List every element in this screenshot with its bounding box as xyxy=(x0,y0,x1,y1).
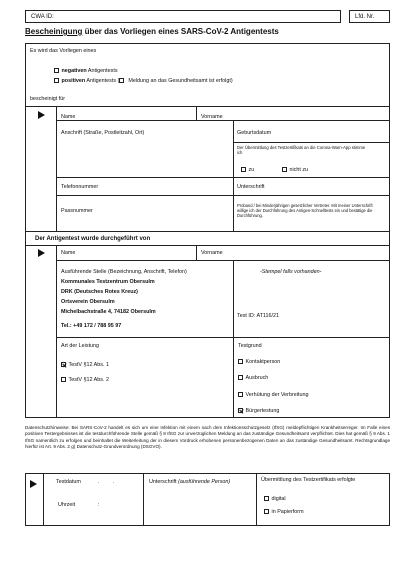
facility-label: Ausführende Stelle (Bezeichnung, Anschrift, Telefon) xyxy=(61,269,187,275)
time-label: Uhrzeit xyxy=(58,502,76,508)
reason-1-checkbox[interactable] xyxy=(238,359,243,364)
tester-vorname-label: Vorname xyxy=(201,250,223,256)
facility-line-4: Michelbachstraße 4, 74182 Obersulm xyxy=(61,309,156,315)
cwa-yes-label: zu xyxy=(248,167,255,173)
cwa-consent-text: Der Übermittlung des Testzertifikats an die Corona-Warn-App stimme ich xyxy=(237,145,366,155)
lfd-nr-label: Lfd. Nr. xyxy=(355,14,375,20)
privacy-text: Datenschutzhinweise: Bei SARS-CoV-2 handelt es sich um eine Infektion mit einem nach dem Infektionsschutzgesetz (IfSG) meldepflichtigen Krankheitserreger. Im Falle eines positiven Testergebnisses ist die testdurchführende Stelle gemäß § 8 IfSG zur unverzüglichen Meldung an das zuständige Gesundheitsamt verpflichtet. Dies hat gemäß § 9 Abs. 1 IfSG namentlich zu erfolgen und beinhaltet die Weiterleitung der in diesem Vordruck erhobenen personenbezogenen Daten an das zuständige Gesundheitsamt. Rechtsgrundlage hierfür ist Art. 9 Abs. 2 g) Datenschutz-Grundverordnung (DSGVO). xyxy=(25,425,390,450)
footer-signature[interactable] xyxy=(149,480,230,486)
guardian-note: Proband / bei Minderjährigen gesetzlicher Vertreter. Mit meiner Unterschrift willige ich der Durchführung des Antigen-Schnelltests ein und bestätige die Durchführung. xyxy=(237,203,373,219)
transmission-digital[interactable] xyxy=(264,496,286,503)
digital-label: digital xyxy=(271,496,286,502)
page-title-rest: über das Vorliegen eines SARS-CoV-2 Antigentests xyxy=(82,27,279,36)
reason-option-2[interactable] xyxy=(238,375,268,382)
service-2-label: TestV §12 Abs. 2 xyxy=(68,377,109,383)
test-date-value[interactable]: . . xyxy=(98,479,121,485)
option-negative[interactable] xyxy=(54,68,118,75)
service-option-1[interactable] xyxy=(61,362,109,369)
transmission-label: Übermittlung des Testzertifikats erfolgte xyxy=(261,477,356,483)
facility-line-3: Ortsverein Obersulm xyxy=(61,299,115,305)
option-positive-bold: positiven xyxy=(61,78,86,84)
footer-arrow-icon xyxy=(30,480,37,488)
reported-checkbox[interactable] xyxy=(119,78,124,83)
service-type-label: Art der Leistung xyxy=(61,343,100,349)
facility-line-5: Tel.: +49 172 / 788 95 97 xyxy=(61,323,122,329)
stamp-note: -Stempel falls vorhanden- xyxy=(260,269,322,275)
option-negative-rest: Antigentests xyxy=(86,68,118,74)
test-date-label: Testdatum xyxy=(56,479,81,485)
reason-3-checkbox[interactable] xyxy=(238,392,243,397)
cwa-id-field[interactable] xyxy=(25,10,341,23)
reason-label: Testgrund xyxy=(238,343,262,349)
reason-4-checkbox[interactable] xyxy=(238,408,243,413)
reason-2-label: Ausbruch xyxy=(245,375,269,381)
paper-label: in Papierform xyxy=(271,509,304,515)
test-id: Test ID: AT116/21 xyxy=(237,313,280,319)
birthdate-label: Geburtsdatum xyxy=(237,130,272,136)
signature-label: Unterschrift xyxy=(237,184,265,190)
cwa-no-label: nicht zu xyxy=(289,167,309,173)
option-positive-note: Meldung an das Gesundheitsamt ist erfolgt) xyxy=(126,78,233,84)
page-title-underlined: Bescheinigung xyxy=(25,27,83,36)
digital-checkbox[interactable] xyxy=(264,496,269,501)
reason-3-label: Verhütung der Verbreitung xyxy=(245,392,309,398)
cwa-yes-checkbox[interactable] xyxy=(241,167,246,172)
phone-label: Telefonnummer xyxy=(61,184,99,190)
cwa-consent-no[interactable] xyxy=(282,167,308,174)
paper-checkbox[interactable] xyxy=(264,509,269,514)
result-intro: Es wird das Vorliegen eines xyxy=(30,48,97,54)
certified-for-label: bescheinigt für xyxy=(30,96,66,102)
positive-checkbox[interactable] xyxy=(54,78,59,83)
service-option-2[interactable] xyxy=(61,377,109,384)
tester-arrow-icon xyxy=(38,249,45,257)
footer-signature-label: Unterschrift xyxy=(149,479,177,485)
service-1-checkbox[interactable] xyxy=(61,362,66,367)
person-vorname-label: Vorname xyxy=(201,114,223,120)
negative-checkbox[interactable] xyxy=(54,68,59,73)
reason-option-3[interactable] xyxy=(238,392,308,399)
option-positive[interactable] xyxy=(54,78,233,85)
address-label: Anschrift (Straße, Postleitzahl, Ort) xyxy=(61,130,145,136)
cwa-consent-yes[interactable] xyxy=(241,167,254,174)
reason-2-checkbox[interactable] xyxy=(238,375,243,380)
reason-option-4[interactable] xyxy=(238,408,279,415)
footer-signature-note: (ausführende Person) xyxy=(178,479,231,485)
person-name-label: Name xyxy=(61,114,76,120)
page-title xyxy=(25,28,279,37)
lfd-nr-field[interactable] xyxy=(349,10,390,23)
tester-name-label: Name xyxy=(61,250,76,256)
transmission-paper[interactable] xyxy=(264,509,304,516)
reason-1-label: Kontaktperson xyxy=(245,359,281,365)
reason-option-1[interactable] xyxy=(238,359,280,366)
option-negative-bold: negativen xyxy=(61,68,87,74)
cwa-id-label: CWA ID: xyxy=(31,14,54,20)
person-arrow-icon xyxy=(38,111,45,119)
facility-line-1: Kommunales Testzentrum Obersulm xyxy=(61,279,155,285)
time-value[interactable]: : xyxy=(98,502,100,508)
test-section-heading: Der Antigentest wurde durchgeführt von xyxy=(35,236,151,242)
facility-line-2: DRK (Deutsches Rotes Kreuz) xyxy=(61,289,138,295)
service-1-label: TestV §12 Abs. 1 xyxy=(68,362,109,368)
reason-4-label: Bürgertestung xyxy=(245,408,280,414)
option-positive-rest: Antigentests ( xyxy=(85,78,120,84)
cwa-no-checkbox[interactable] xyxy=(282,167,287,172)
passport-label: Passnummer xyxy=(61,208,93,214)
service-2-checkbox[interactable] xyxy=(61,377,66,382)
